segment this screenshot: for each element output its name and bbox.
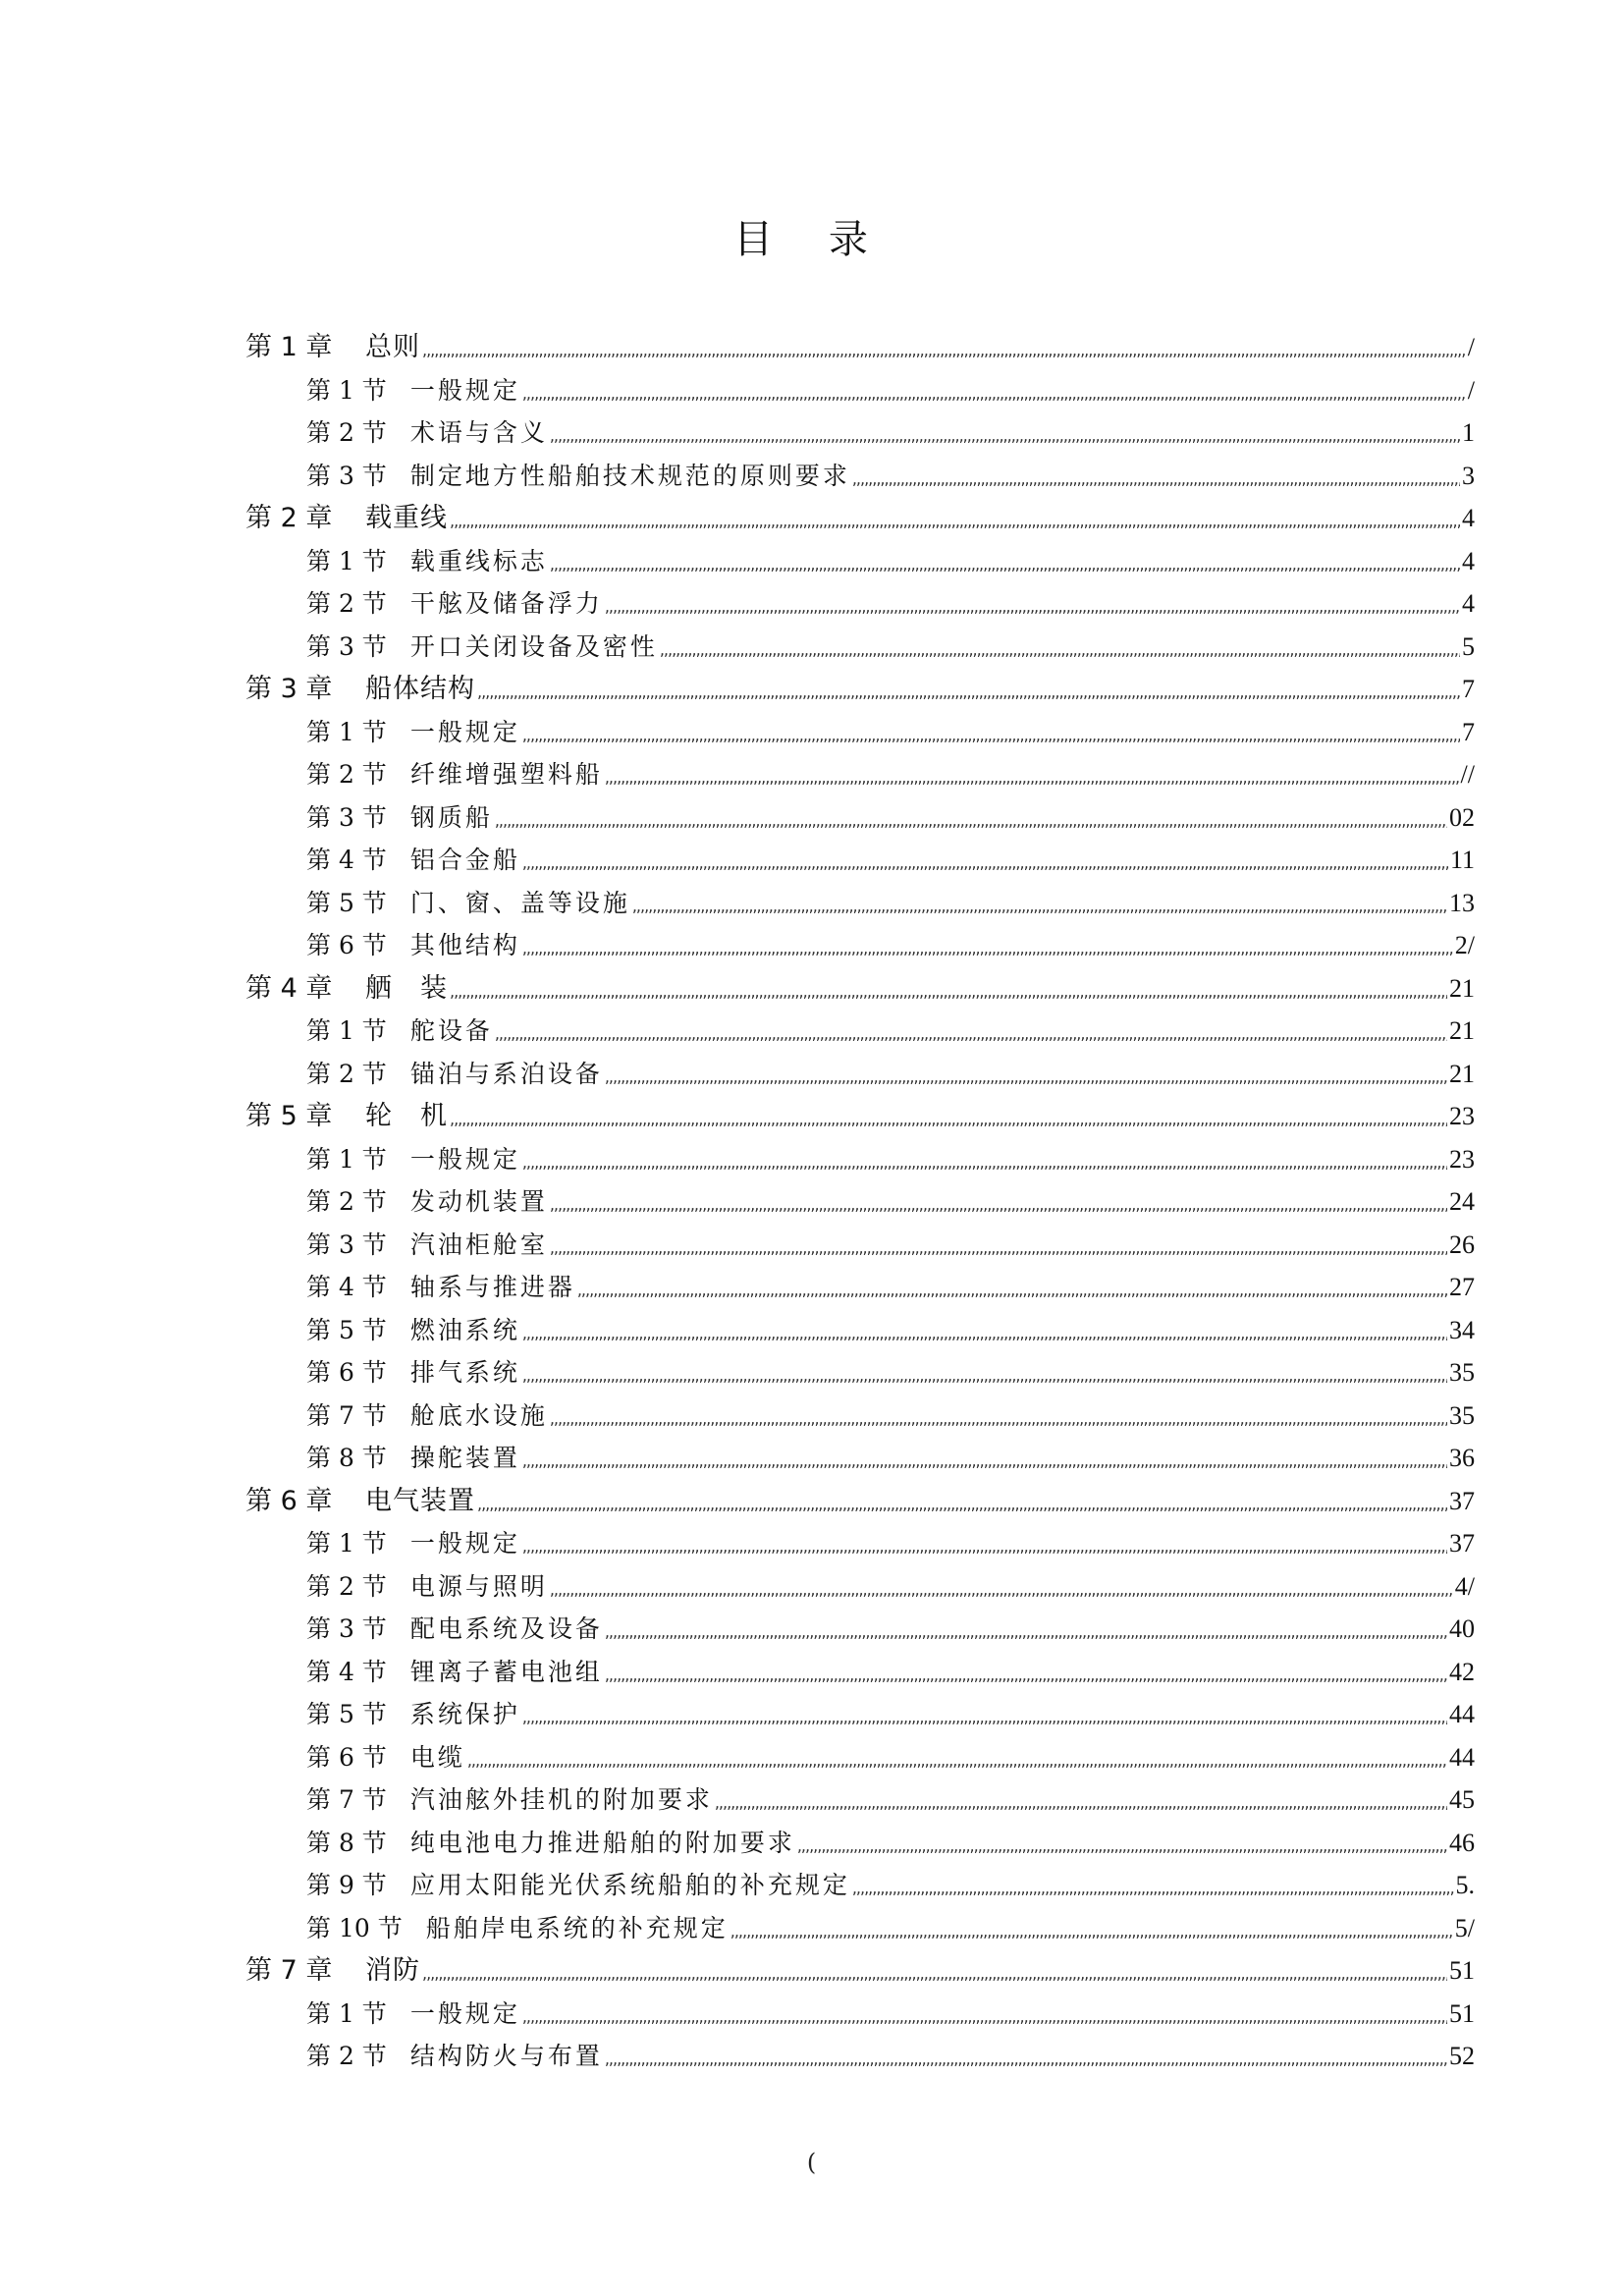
toc-entry-title: 一般规定 bbox=[409, 1144, 520, 1174]
toc-entry-title: 舾 装 bbox=[365, 972, 448, 1004]
toc-entry-number: 第 1 节 bbox=[306, 546, 387, 575]
toc-page-number: / bbox=[1467, 333, 1475, 361]
toc-entry-number: 第 5 章 bbox=[245, 1101, 333, 1131]
toc-section-row[interactable] bbox=[245, 2035, 1475, 2078]
toc-entry-number: 第 5 节 bbox=[306, 1315, 387, 1344]
toc-dot-leader bbox=[605, 1611, 1447, 1654]
toc-page-number: 51 bbox=[1449, 1998, 1475, 2028]
toc-section-row[interactable] bbox=[245, 1608, 1475, 1651]
toc-entry-title: 铝合金船 bbox=[409, 846, 520, 874]
toc-page-number: 3 bbox=[1462, 461, 1475, 490]
toc-entry-title: 干舷及储备浮力 bbox=[409, 589, 603, 618]
toc-section-row[interactable] bbox=[245, 1907, 1475, 1950]
toc-section-row[interactable] bbox=[245, 455, 1475, 498]
toc-entry-number: 第 7 节 bbox=[306, 1785, 387, 1814]
toc-entry-number: 第 5 节 bbox=[306, 1700, 387, 1728]
toc-entry-title: 一般规定 bbox=[409, 1998, 520, 2028]
toc-page-number: // bbox=[1460, 760, 1475, 789]
toc-dot-leader bbox=[522, 1696, 1447, 1739]
toc-page-number: 24 bbox=[1449, 1187, 1475, 1216]
toc-entry-number: 第 4 节 bbox=[306, 846, 387, 874]
toc-section-row[interactable] bbox=[245, 1864, 1475, 1907]
toc-entry-title: 汽油柜舱室 bbox=[409, 1230, 548, 1259]
toc-entry-number: 第 1 节 bbox=[306, 1998, 387, 2028]
toc-entry-number: 第 1 节 bbox=[306, 1529, 387, 1558]
toc-entry-title: 纤维增强塑料船 bbox=[409, 760, 603, 789]
toc-section-row[interactable] bbox=[245, 1138, 1475, 1181]
toc-entry-title: 操舵装置 bbox=[409, 1444, 520, 1472]
toc-entry-number: 第 8 节 bbox=[306, 1444, 387, 1472]
toc-chapter-row[interactable] bbox=[245, 326, 1475, 369]
toc-entry-title: 结构防火与布置 bbox=[409, 2042, 603, 2070]
toc-entry-number: 第 2 节 bbox=[306, 1059, 387, 1088]
toc-entry-title: 一般规定 bbox=[409, 717, 520, 746]
toc-entry-title: 发动机装置 bbox=[409, 1187, 548, 1216]
toc-section-row[interactable] bbox=[245, 924, 1475, 967]
toc-chapter-row[interactable] bbox=[245, 1949, 1475, 1993]
toc-section-row[interactable] bbox=[245, 1736, 1475, 1779]
toc-dot-leader bbox=[450, 500, 1460, 543]
toc-section-row[interactable] bbox=[245, 753, 1475, 796]
toc-page-number: 37 bbox=[1449, 1486, 1475, 1515]
toc-page-number: 37 bbox=[1449, 1529, 1475, 1558]
toc-page-number: 02 bbox=[1449, 802, 1475, 832]
toc-entry-number: 第 3 节 bbox=[306, 1230, 387, 1259]
toc-entry-number: 第 2 节 bbox=[306, 589, 387, 618]
toc-dot-leader bbox=[605, 1056, 1447, 1099]
toc-dot-leader bbox=[550, 1183, 1447, 1227]
toc-entry-number: 第 2 节 bbox=[306, 1187, 387, 1216]
toc-dot-leader bbox=[477, 671, 1460, 714]
toc-chapter-row[interactable] bbox=[245, 1095, 1475, 1138]
toc-entry-number: 第 4 节 bbox=[306, 1657, 387, 1686]
toc-entry-title: 电气装置 bbox=[365, 1485, 475, 1516]
toc-section-row[interactable] bbox=[245, 1351, 1475, 1394]
toc-dot-leader bbox=[605, 585, 1460, 629]
toc-entry-number: 第 1 节 bbox=[306, 1016, 387, 1045]
toc-entry-number: 第 1 节 bbox=[306, 717, 387, 746]
toc-dot-leader bbox=[797, 1825, 1447, 1868]
toc-section-row[interactable] bbox=[245, 411, 1475, 455]
toc-section-row[interactable] bbox=[245, 796, 1475, 840]
toc-entry-title: 开口关闭设备及密性 bbox=[409, 631, 658, 661]
toc-dot-leader bbox=[852, 1867, 1454, 1910]
toc-section-row[interactable] bbox=[245, 1565, 1475, 1609]
toc-page-number: 44 bbox=[1449, 1742, 1475, 1772]
toc-dot-leader bbox=[450, 1098, 1447, 1141]
toc-page-number: 27 bbox=[1449, 1273, 1475, 1301]
toc-entry-number: 第 6 节 bbox=[306, 1358, 387, 1387]
toc-entry-number: 第 6 节 bbox=[306, 1742, 387, 1772]
toc-page-number: / bbox=[1467, 375, 1475, 405]
toc-entry-title: 应用太阳能光伏系统船舶的补充规定 bbox=[409, 1871, 850, 1899]
toc-entry-number: 第 7 节 bbox=[306, 1400, 387, 1430]
toc-dot-leader bbox=[550, 1568, 1453, 1612]
toc-chapter-row[interactable] bbox=[245, 497, 1475, 540]
toc-page-number: 46 bbox=[1449, 1828, 1475, 1857]
toc-section-row[interactable] bbox=[245, 582, 1475, 626]
toc-page-number: 4 bbox=[1462, 504, 1475, 532]
toc-entry-number: 第 4 节 bbox=[306, 1273, 387, 1301]
toc-entry-number: 第 5 节 bbox=[306, 888, 387, 917]
toc-dot-leader bbox=[495, 799, 1447, 843]
toc-chapter-row[interactable] bbox=[245, 668, 1475, 711]
toc-section-row[interactable] bbox=[245, 1309, 1475, 1352]
toc-dot-leader bbox=[522, 1141, 1447, 1184]
toc-dot-leader bbox=[422, 1952, 1447, 1995]
toc-page-number: 4 bbox=[1462, 589, 1475, 618]
toc-dot-leader bbox=[550, 1397, 1447, 1441]
toc-entry-number: 第 3 节 bbox=[306, 1614, 387, 1643]
toc-entry-number: 第 2 节 bbox=[306, 418, 387, 447]
toc-section-row[interactable] bbox=[245, 839, 1475, 882]
toc-entry-title: 总则 bbox=[365, 332, 420, 362]
toc-entry-number: 第 2 节 bbox=[306, 1571, 387, 1601]
toc-dot-leader bbox=[450, 970, 1447, 1013]
toc-dot-leader bbox=[577, 1269, 1447, 1312]
toc-page-number: 2/ bbox=[1454, 931, 1475, 959]
page-title: 目 录 bbox=[733, 217, 890, 262]
toc-entry-number: 第 2 章 bbox=[245, 503, 333, 533]
toc-page-number: 5 bbox=[1462, 631, 1475, 661]
toc-section-row[interactable] bbox=[245, 540, 1475, 583]
toc-entry-title: 钢质船 bbox=[409, 802, 493, 832]
toc-page-number: 23 bbox=[1449, 1144, 1475, 1174]
toc-dot-leader bbox=[852, 458, 1460, 501]
toc-page-number: 4/ bbox=[1454, 1571, 1475, 1601]
toc-page-number: 7 bbox=[1462, 717, 1475, 746]
toc-entry-title: 锂离子蓄电池组 bbox=[409, 1657, 603, 1686]
toc-entry-title: 船体结构 bbox=[365, 674, 475, 704]
toc-page-number: 42 bbox=[1449, 1657, 1475, 1686]
toc-dot-leader bbox=[550, 1227, 1447, 1270]
toc-section-row[interactable] bbox=[245, 1180, 1475, 1224]
toc-entry-title: 一般规定 bbox=[409, 375, 520, 405]
toc-page-number: 44 bbox=[1449, 1700, 1475, 1728]
toc-entry-title: 排气系统 bbox=[409, 1358, 520, 1387]
toc-entry-title: 舱底水设施 bbox=[409, 1400, 548, 1430]
toc-entry-title: 锚泊与系泊设备 bbox=[409, 1059, 603, 1088]
table-of-contents bbox=[245, 326, 1475, 2078]
toc-page-number: 26 bbox=[1449, 1230, 1475, 1259]
toc-dot-leader bbox=[422, 329, 1466, 372]
toc-page-number: 40 bbox=[1449, 1614, 1475, 1643]
toc-entry-number: 第 2 节 bbox=[306, 760, 387, 789]
toc-section-row[interactable] bbox=[245, 711, 1475, 754]
toc-entry-title: 电缆 bbox=[409, 1742, 465, 1772]
toc-entry-number: 第 10 节 bbox=[306, 1913, 403, 1942]
toc-section-row[interactable] bbox=[245, 1437, 1475, 1480]
toc-section-row[interactable] bbox=[245, 1266, 1475, 1309]
toc-dot-leader bbox=[550, 414, 1460, 458]
toc-section-row[interactable] bbox=[245, 1693, 1475, 1736]
toc-entry-number: 第 3 章 bbox=[245, 674, 333, 704]
toc-page-number: 7 bbox=[1462, 675, 1475, 703]
toc-entry-title: 舵设备 bbox=[409, 1016, 493, 1045]
toc-section-row[interactable] bbox=[245, 1053, 1475, 1096]
toc-section-row[interactable] bbox=[245, 1522, 1475, 1565]
toc-entry-number: 第 9 节 bbox=[306, 1871, 387, 1899]
toc-dot-leader bbox=[467, 1739, 1447, 1782]
toc-dot-leader bbox=[632, 885, 1447, 928]
toc-page-number: 1 bbox=[1462, 418, 1475, 447]
toc-dot-leader bbox=[522, 927, 1453, 970]
toc-dot-leader bbox=[730, 1910, 1453, 1953]
toc-entry-title: 系统保护 bbox=[409, 1700, 520, 1728]
toc-page-number: 23 bbox=[1449, 1102, 1475, 1130]
toc-page-number: 52 bbox=[1449, 2042, 1475, 2070]
toc-page-number: 21 bbox=[1449, 1016, 1475, 1045]
toc-page-number: 21 bbox=[1449, 973, 1475, 1003]
toc-dot-leader bbox=[522, 1312, 1447, 1355]
toc-page-number: 35 bbox=[1449, 1400, 1475, 1430]
toc-entry-title: 纯电池电力推进船舶的附加要求 bbox=[409, 1828, 795, 1857]
toc-entry-title: 制定地方性船舶技术规范的原则要求 bbox=[409, 461, 850, 490]
toc-page-number: 5. bbox=[1455, 1871, 1475, 1899]
toc-page-number: 36 bbox=[1449, 1444, 1475, 1472]
toc-page-number: 11 bbox=[1449, 846, 1475, 874]
page-number: ( bbox=[806, 2149, 817, 2176]
toc-entry-title: 轮 机 bbox=[365, 1101, 448, 1131]
toc-section-row[interactable] bbox=[245, 1993, 1475, 2036]
toc-entry-title: 消防 bbox=[365, 1955, 420, 1986]
toc-page-number: 5/ bbox=[1454, 1913, 1475, 1942]
toc-section-row[interactable] bbox=[245, 1822, 1475, 1865]
toc-section-row[interactable] bbox=[245, 626, 1475, 669]
toc-dot-leader bbox=[550, 543, 1460, 586]
toc-entry-number: 第 1 节 bbox=[306, 375, 387, 405]
toc-entry-number: 第 2 节 bbox=[306, 2042, 387, 2070]
toc-entry-title: 电源与照明 bbox=[409, 1571, 548, 1601]
toc-dot-leader bbox=[477, 1483, 1447, 1526]
toc-section-row[interactable] bbox=[245, 1651, 1475, 1694]
toc-page-number: 34 bbox=[1449, 1315, 1475, 1344]
toc-entry-title: 配电系统及设备 bbox=[409, 1614, 603, 1643]
toc-page-number: 21 bbox=[1449, 1059, 1475, 1088]
toc-entry-title: 其他结构 bbox=[409, 931, 520, 959]
toc-entry-number: 第 8 节 bbox=[306, 1828, 387, 1857]
toc-entry-number: 第 1 章 bbox=[245, 332, 333, 362]
toc-entry-title: 术语与含义 bbox=[409, 418, 548, 447]
toc-entry-title: 汽油舷外挂机的附加要求 bbox=[409, 1785, 713, 1814]
toc-dot-leader bbox=[522, 842, 1448, 885]
toc-entry-title: 门、窗、盖等设施 bbox=[409, 888, 630, 917]
toc-section-row[interactable] bbox=[245, 1778, 1475, 1822]
toc-dot-leader bbox=[522, 1525, 1447, 1568]
toc-entry-title: 载重线 bbox=[365, 503, 448, 533]
toc-page-number: 45 bbox=[1449, 1785, 1475, 1814]
toc-page-number: 51 bbox=[1449, 1956, 1475, 1985]
toc-entry-number: 第 3 节 bbox=[306, 631, 387, 661]
toc-dot-leader bbox=[522, 714, 1460, 757]
toc-dot-leader bbox=[660, 629, 1460, 672]
toc-entry-number: 第 3 节 bbox=[306, 461, 387, 490]
toc-dot-leader bbox=[605, 1654, 1447, 1697]
toc-chapter-row[interactable] bbox=[245, 967, 1475, 1011]
toc-dot-leader bbox=[522, 1440, 1447, 1483]
toc-entry-number: 第 6 章 bbox=[245, 1485, 333, 1516]
toc-section-row[interactable] bbox=[245, 882, 1475, 925]
toc-dot-leader bbox=[522, 1995, 1447, 2039]
toc-page-number: 13 bbox=[1449, 888, 1475, 917]
toc-entry-number: 第 6 节 bbox=[306, 931, 387, 959]
toc-section-row[interactable] bbox=[245, 1010, 1475, 1053]
toc-dot-leader bbox=[605, 2038, 1447, 2081]
toc-dot-leader bbox=[522, 1354, 1447, 1397]
toc-chapter-row[interactable] bbox=[245, 1480, 1475, 1523]
toc-entry-number: 第 3 节 bbox=[306, 802, 387, 832]
toc-dot-leader bbox=[522, 372, 1466, 415]
toc-page-number: 35 bbox=[1449, 1358, 1475, 1387]
toc-dot-leader bbox=[495, 1012, 1447, 1056]
toc-entry-title: 轴系与推进器 bbox=[409, 1273, 575, 1301]
toc-entry-title: 载重线标志 bbox=[409, 546, 548, 575]
toc-dot-leader bbox=[715, 1781, 1447, 1825]
toc-page-number: 4 bbox=[1462, 546, 1475, 575]
toc-entry-title: 燃油系统 bbox=[409, 1315, 520, 1344]
toc-section-row[interactable] bbox=[245, 1224, 1475, 1267]
toc-dot-leader bbox=[605, 756, 1459, 799]
toc-entry-number: 第 1 节 bbox=[306, 1144, 387, 1174]
toc-entry-title: 船舶岸电系统的补充规定 bbox=[425, 1913, 729, 1942]
toc-entry-title: 一般规定 bbox=[409, 1529, 520, 1558]
toc-entry-number: 第 4 章 bbox=[245, 972, 333, 1004]
toc-section-row[interactable] bbox=[245, 369, 1475, 412]
toc-entry-number: 第 7 章 bbox=[245, 1955, 333, 1986]
toc-section-row[interactable] bbox=[245, 1394, 1475, 1438]
